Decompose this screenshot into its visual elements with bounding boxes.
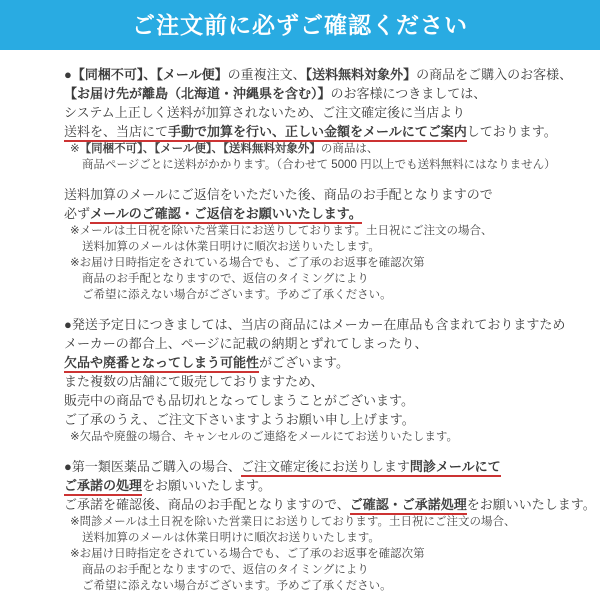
text-segment: の商品をご購入のお客様、 — [416, 67, 573, 82]
text-segment: また複数の店舗にて販売しておりますため、 — [64, 374, 324, 389]
text-line — [64, 65, 598, 84]
text-segment: ※お届け日時指定をされている場合でも、ご了承のお返事を確認次第 — [70, 548, 425, 560]
text-segment: 送料加算のメールにご返信をいただいた後、商品のお手配となりますので — [64, 187, 493, 202]
red-underlined-text: 手動で加算を行い、正しい金額をメールにてご案内 — [168, 124, 467, 142]
text-segment: 必ず — [64, 206, 91, 221]
text-line — [64, 353, 598, 372]
text-segment: ご承諾を確認後、商品のお手配となりますので、 — [64, 497, 350, 512]
text-line — [64, 255, 598, 271]
text-line — [64, 141, 598, 157]
text-segment: の重複注文、 — [227, 67, 306, 82]
text-line — [64, 204, 598, 223]
red-underlined-text: ご確認・ご承諾処理 — [350, 497, 467, 515]
text-line — [64, 122, 598, 141]
text-line — [64, 103, 598, 122]
text-segment: 送料加算のメールは休業日明けに順次お送りいたします。 — [82, 532, 380, 544]
text-segment: ご了承のうえ、ご注文下さいますようお願い申し上げます。 — [64, 412, 415, 427]
text-segment: 商品のお手配となりますので、返信のタイミングにより — [82, 273, 369, 285]
text-segment: 【送料無料対象外】 — [305, 67, 417, 82]
notice-paragraph — [64, 65, 598, 173]
text-line — [64, 271, 598, 287]
text-line — [64, 546, 598, 562]
text-segment: をお願いいたします。 — [142, 478, 271, 493]
text-segment: ※欠品や廃盤の場合、キャンセルのご連絡をメールにてお送りいたします。 — [70, 431, 458, 443]
text-line — [64, 315, 598, 334]
text-line — [64, 495, 598, 514]
text-line — [64, 239, 598, 255]
text-line — [64, 391, 598, 410]
text-segment: システム上正しく送料が加算されないため、ご注文確定後に当店より — [64, 105, 466, 120]
text-segment: ※問診メールは土日祝を除いた営業日にお送りしております。土日祝にご注文の場合、 — [70, 516, 516, 528]
text-segment: ※メールは土日祝を除いた営業日にお送りしております。土日祝にご注文の場合、 — [70, 225, 493, 237]
text-segment: をお願いいたします。 — [466, 497, 596, 512]
text-segment: ●発送予定日につきましては、当店の商品にはメーカー在庫品も含まれておりますため — [64, 317, 566, 332]
text-line — [64, 223, 598, 239]
text-line — [64, 530, 598, 546]
text-line — [64, 157, 598, 173]
text-line — [64, 287, 598, 303]
text-line — [64, 185, 598, 204]
red-underlined-text: 問診メールにて — [410, 459, 501, 477]
text-line — [64, 334, 598, 353]
text-segment: 【同梱不可】、【メール便】、【送料無料対象外】 — [79, 143, 321, 155]
notice-paragraph — [64, 185, 598, 303]
text-segment: ご希望に添えない場合がございます。予めご了承ください。 — [82, 580, 392, 592]
text-segment: のお客様につきましては、 — [330, 86, 487, 101]
text-segment: ※ — [70, 143, 80, 155]
notice-header — [0, 0, 600, 50]
text-segment: しております。 — [466, 124, 557, 139]
text-line — [64, 457, 598, 476]
text-line — [64, 410, 598, 429]
text-line — [64, 562, 598, 578]
text-line — [64, 84, 598, 103]
text-segment: ※お届け日時指定をされている場合でも、ご了承のお返事を確認次第 — [70, 257, 425, 269]
red-underlined-text: ご注文確定後にお送りします — [241, 459, 410, 477]
text-line — [64, 578, 598, 594]
red-underlined-text: ご承諾の処理 — [64, 478, 142, 496]
text-segment: ご希望に添えない場合がございます。予めご了承ください。 — [82, 289, 392, 301]
red-underlined-text: 送料を、当店にて — [64, 124, 168, 142]
text-segment: 送料加算のメールは休業日明けに順次お送りいたします。 — [82, 241, 380, 253]
text-line — [64, 476, 598, 495]
notice-body — [0, 50, 600, 594]
text-segment: 【お届け先が離島（北海道・沖縄県を含む）】 — [64, 86, 331, 101]
notice-title: ご注文前に必ずご確認ください — [132, 12, 468, 38]
text-line — [64, 429, 598, 445]
text-segment: がございます。 — [259, 355, 349, 370]
text-segment: の商品は、 — [320, 143, 379, 155]
red-underlined-text: 欠品や廃番となってしまう可能性 — [64, 355, 259, 373]
text-line — [64, 372, 598, 391]
text-segment: ●第一類医薬品ご購入の場合、 — [64, 459, 241, 474]
text-segment: メーカーの都合上、ページに記載の納期とずれてしまったり、 — [64, 336, 428, 351]
text-segment: ●【同梱不可】、【メール便】 — [64, 67, 228, 82]
notice-paragraph — [64, 457, 598, 594]
red-underlined-text: メールのご確認・ご返信をお願いいたします。 — [90, 206, 362, 224]
text-segment: 販売中の商品でも品切れとなってしまうことがございます。 — [64, 393, 414, 408]
text-line — [64, 514, 598, 530]
text-segment: 商品のお手配となりますので、返信のタイミングにより — [82, 564, 369, 576]
text-segment: 商品ページごとに送料がかかります。（合わせて 5000 円以上でも送料無料にはなりません） — [82, 159, 556, 171]
notice-paragraph — [64, 315, 598, 445]
